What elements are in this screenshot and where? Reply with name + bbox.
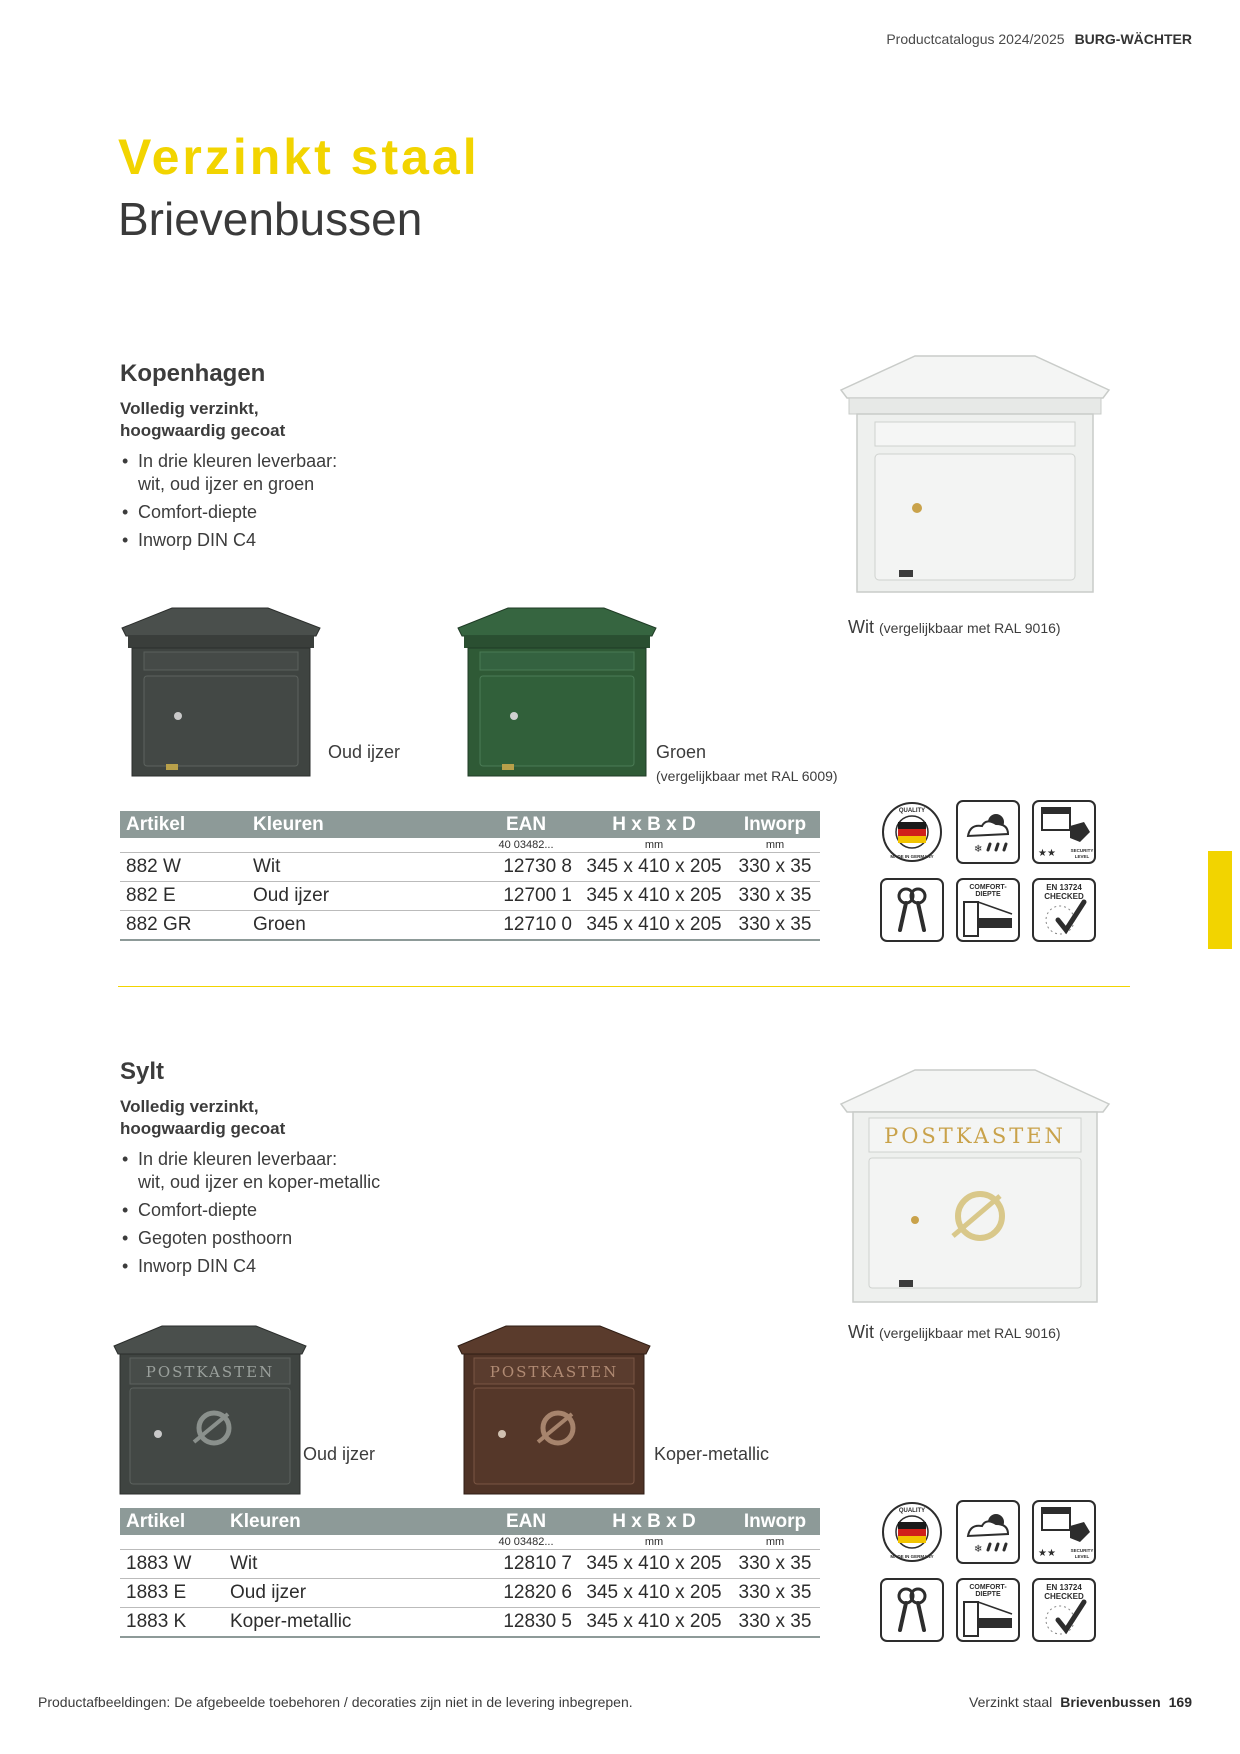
section-title-kopenhagen: Kopenhagen	[120, 360, 266, 387]
badge-grid-kopenhagen	[880, 800, 1100, 950]
table-header-row	[120, 811, 820, 838]
badge-text: SECURITY	[1070, 1548, 1094, 1553]
chapter-tab	[1208, 851, 1232, 949]
table-header-row	[120, 1508, 820, 1535]
comfort-depth-icon	[956, 1578, 1020, 1642]
product-table-kopenhagen	[120, 811, 820, 941]
en-13724-checked-icon	[1032, 878, 1096, 942]
svg-text:★★: ★★	[1038, 1548, 1056, 1559]
list-item: • In drie kleuren leverbaar: wit, oud ijzer en groen	[120, 450, 540, 496]
col-header: EAN	[474, 1508, 578, 1535]
list-item: • Comfort-diepte	[120, 501, 540, 524]
mailbox-sylt-iron-image	[110, 1324, 310, 1496]
badge-text: LEVEL	[1074, 854, 1090, 859]
badge-text: SECURITY	[1070, 848, 1094, 853]
units-row: 40 03482... mm mm	[120, 838, 820, 853]
subtitle-line: hoogwaardig gecoat	[120, 1119, 286, 1138]
list-item: • Inworp DIN C4	[120, 529, 540, 552]
svg-text:❄: ❄	[974, 1544, 983, 1555]
product-table-sylt	[120, 1508, 820, 1638]
badge-text: DIEPTE	[975, 1591, 1001, 1598]
page-number: 169	[1168, 1694, 1192, 1710]
col-header: H x B x D	[578, 1508, 730, 1535]
col-header: Kleuren	[224, 1508, 474, 1535]
page-title: Brievenbussen	[118, 193, 423, 245]
mailbox-kopenhagen-iron-image	[118, 606, 324, 778]
units-row: 40 03482... mm mm	[120, 1535, 820, 1550]
comfort-depth-icon	[956, 878, 1020, 942]
badge-text: MADE IN GERMANY	[890, 1554, 934, 1559]
col-header: Inworp	[730, 811, 820, 838]
mailbox-lettering: POSTKASTEN	[489, 1363, 619, 1381]
subtitle-line: Volledig verzinkt,	[120, 399, 259, 418]
caption-white: Wit (vergelijkbaar met RAL 9016)	[848, 617, 1061, 637]
caption-green-note: (vergelijkbaar met RAL 6009)	[656, 768, 838, 784]
weather-resistant-icon	[956, 800, 1020, 864]
col-header: Artikel	[120, 811, 247, 838]
badge-text: MADE IN GERMANY	[890, 854, 934, 859]
mailbox-lettering: POSTKASTEN	[884, 1124, 1066, 1148]
badge-text: QUALITY	[898, 808, 926, 814]
badge-text: DIEPTE	[975, 891, 1001, 898]
badge-text: EN 13724	[1046, 1583, 1082, 1592]
list-item: • Inworp DIN C4	[120, 1255, 580, 1278]
badge-text: CHECKED	[1044, 892, 1084, 901]
subtitle-line: Volledig verzinkt,	[120, 1097, 259, 1116]
col-header: Kleuren	[247, 811, 474, 838]
table-row: 882 GR Groen 12710 0 345 x 410 x 205 330 x 35	[120, 911, 820, 941]
weather-resistant-icon	[956, 1500, 1020, 1564]
en-13724-checked-icon	[1032, 1578, 1096, 1642]
svg-text:❄: ❄	[974, 844, 983, 855]
footer-section: Verzinkt staal	[969, 1694, 1053, 1710]
badge-text: CHECKED	[1044, 1592, 1084, 1601]
badge-grid-sylt	[880, 1500, 1100, 1650]
caption-iron: Oud ijzer	[328, 742, 401, 762]
section-divider	[118, 986, 1130, 987]
brand-label: BURG-WÄCHTER	[1074, 31, 1192, 47]
footer-note: Productafbeeldingen: De afgebeelde toebehoren / decoraties zijn niet in de levering inbegrepen.	[38, 1694, 633, 1710]
col-header: Artikel	[120, 1508, 224, 1535]
mailbox-kopenhagen-white-image	[835, 352, 1115, 594]
col-header: EAN	[474, 811, 578, 838]
mailbox-kopenhagen-green-image	[454, 606, 660, 778]
list-item: • Gegoten posthoorn	[120, 1227, 580, 1250]
table-row: 882 E Oud ijzer 12700 1 345 x 410 x 205 330 x 35	[120, 882, 820, 911]
badge-text: COMFORT-	[969, 884, 1007, 891]
catalog-label: Productcatalogus 2024/2025	[886, 31, 1065, 47]
feature-list	[120, 450, 540, 557]
badge-text: QUALITY	[898, 1508, 926, 1514]
section-subtitle	[120, 1096, 285, 1140]
caption-white: Wit (vergelijkbaar met RAL 9016)	[848, 1322, 1061, 1342]
mailbox-lettering: POSTKASTEN	[145, 1363, 275, 1381]
footer-page-info	[969, 1694, 1192, 1710]
badge-text: EN 13724	[1046, 883, 1082, 892]
section-subtitle	[120, 398, 285, 442]
badge-text: LEVEL	[1074, 1554, 1090, 1559]
keys-icon	[880, 1578, 944, 1642]
page-header	[886, 31, 1192, 47]
made-in-germany-icon	[880, 1500, 944, 1564]
col-header: H x B x D	[578, 811, 730, 838]
security-level-icon	[1032, 800, 1096, 864]
made-in-germany-icon	[880, 800, 944, 864]
table-row: 1883 K Koper-metallic 12830 5 345 x 410 x 205 330 x 35	[120, 1608, 820, 1638]
svg-text:★★: ★★	[1038, 848, 1056, 859]
mailbox-sylt-white-image	[835, 1066, 1115, 1304]
keys-icon	[880, 878, 944, 942]
footer-chapter: Brievenbussen	[1060, 1694, 1161, 1710]
list-item: • Comfort-diepte	[120, 1199, 580, 1222]
caption-iron: Oud ijzer	[303, 1444, 376, 1464]
table-row: 1883 E Oud ijzer 12820 6 345 x 410 x 205 330 x 35	[120, 1579, 820, 1608]
table-row: 1883 W Wit 12810 7 345 x 410 x 205 330 x 35	[120, 1550, 820, 1579]
badge-text: COMFORT-	[969, 1584, 1007, 1591]
caption-green: Groen	[656, 742, 707, 762]
table-row: 882 W Wit 12730 8 345 x 410 x 205 330 x 35	[120, 853, 820, 882]
list-item: • In drie kleuren leverbaar: wit, oud ijzer en koper-metallic	[120, 1148, 580, 1194]
feature-list	[120, 1148, 580, 1283]
mailbox-sylt-copper-image	[454, 1324, 654, 1496]
caption-copper: Koper-metallic	[654, 1444, 770, 1464]
security-level-icon	[1032, 1500, 1096, 1564]
section-title-sylt: Sylt	[120, 1058, 165, 1085]
page-title-accent: Verzinkt staal	[118, 129, 480, 185]
col-header: Inworp	[730, 1508, 820, 1535]
subtitle-line: hoogwaardig gecoat	[120, 421, 286, 440]
